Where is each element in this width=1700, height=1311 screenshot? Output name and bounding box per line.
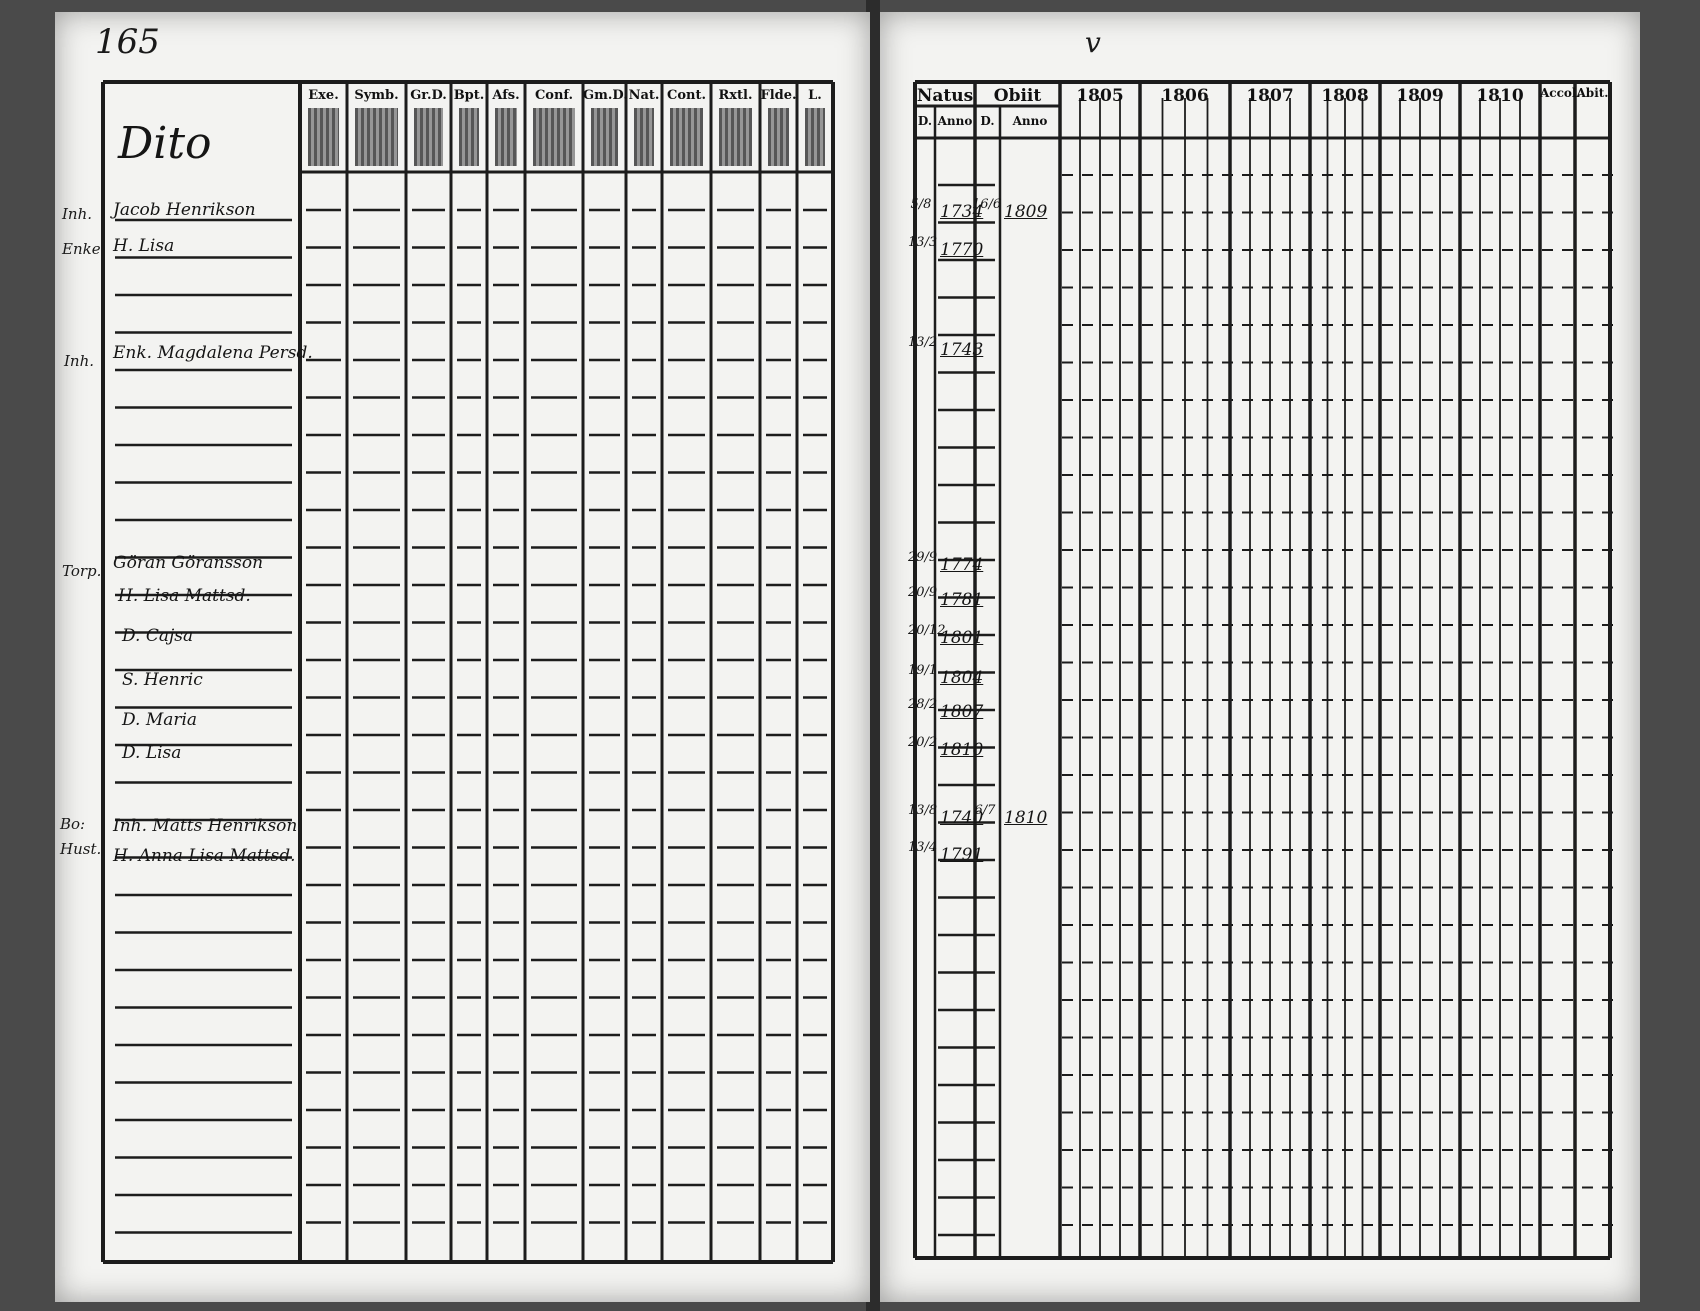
left-header-label: Gr.D. [410,88,447,103]
left-header-label: Cont. [667,88,706,103]
left-header-label: L. [808,88,822,103]
entry-name: Inh. Matts Henrikson [113,816,298,836]
entry-name: D. Lisa [122,743,182,763]
right-header-label: 1807 [1246,86,1294,106]
right-header-label: 1809 [1396,86,1444,106]
left-subheader-block [533,108,575,166]
entry-birth-year: 1807 [940,702,984,722]
right-header-label: Natus [916,86,974,106]
right-subheader-label: D. [917,114,933,128]
left-header-label: Afs. [492,88,520,103]
right-header-label: Abit. [1576,86,1609,100]
margin-note: Hust. [60,840,102,858]
right-subheader-label: Anno [1012,114,1048,128]
entry-birth-day: 5/8 [910,197,932,212]
margin-note: Inh. [62,205,93,223]
entry-birth-day: 20/12 [908,623,946,638]
left-subheader-block [355,108,398,166]
entry-birth-year: 1770 [940,240,984,260]
left-header-label: Gm.D. [583,88,628,103]
entry-birth-year: 1734 [940,202,984,222]
entry-birth-day: 13/8 [908,803,938,818]
page-number: 165 [95,22,160,62]
left-header-label: Rxtl. [718,88,753,103]
left-header-label: Exe. [308,88,339,103]
entry-birth-day: 19/1 [908,663,938,678]
left-header-label: Bpt. [453,88,485,103]
entry-death-year: 1809 [1004,202,1048,222]
entry-birth-year: 1810 [940,740,984,760]
entry-birth-year: 1740 [940,808,984,828]
left-header-label: Conf. [534,88,574,103]
margin-note: Bo: [60,815,86,833]
entry-death-year: 1810 [1004,808,1048,828]
right-header-label: 1810 [1476,86,1524,106]
entry-birth-day: 20/9 [908,585,938,600]
right-header-label: Accol. [1540,86,1581,100]
entry-birth-year: 1804 [940,668,984,688]
entry-birth-day: 13/4 [908,840,938,855]
entry-name: Enk. Magdalena Persd. [113,343,313,363]
left-subheader-block [308,108,339,166]
entry-birth-day: 29/9 [908,550,938,565]
left-subheader-block [634,108,654,166]
entry-name: H. Lisa [113,236,175,256]
right-header-label: 1806 [1161,86,1209,106]
left-subheader-block [495,108,517,166]
entry-birth-year: 1781 [940,590,984,610]
left-header-label: Flde. [760,88,797,103]
entry-death-day: 6/7 [974,803,996,818]
entry-birth-year: 1743 [940,340,984,360]
entry-name: Göran Göransson [113,553,264,573]
margin-note: Torp. [62,562,102,580]
right-header-label: 1805 [1076,86,1124,106]
entry-name: S. Henric [122,670,203,690]
right-header-label: Obiit [993,86,1042,106]
left-title: Dito [118,118,212,169]
entry-name: D. Maria [122,710,198,730]
left-subheader-block [768,108,789,166]
margin-note: Enke [62,240,101,258]
right-header-label: 1808 [1321,86,1369,106]
right-subheader-label: Anno [937,114,973,128]
entry-birth-day: 13/3 [908,235,938,250]
entry-birth-day: 28/2 [908,697,938,712]
entry-birth-year: 1801 [940,628,984,648]
entry-name: H. Lisa Mattsd. [118,586,251,606]
left-subheader-block [414,108,443,166]
entry-name: H. Anna Lisa Mattsd. [113,846,296,866]
left-subheader-block [805,108,825,166]
margin-note: Inh. [64,352,95,370]
entry-birth-day: 13/2 [908,335,938,350]
left-subheader-block [591,108,618,166]
right-subheader-label: D. [980,114,995,128]
left-subheader-block [459,108,479,166]
left-subheader-block [719,108,752,166]
entry-birth-year: 1774 [940,555,984,575]
entry-name: Jacob Henrikson [113,200,256,220]
entry-birth-year: 1791 [940,845,984,865]
left-subheader-block [670,108,703,166]
entry-birth-day: 20/2 [908,735,938,750]
entry-death-day: 16/6 [972,197,1002,212]
entry-name: D. Cajsa [122,626,194,646]
left-header-label: Nat. [628,88,660,103]
top-mark: v [1085,26,1101,59]
left-header-label: Symb. [354,88,399,103]
